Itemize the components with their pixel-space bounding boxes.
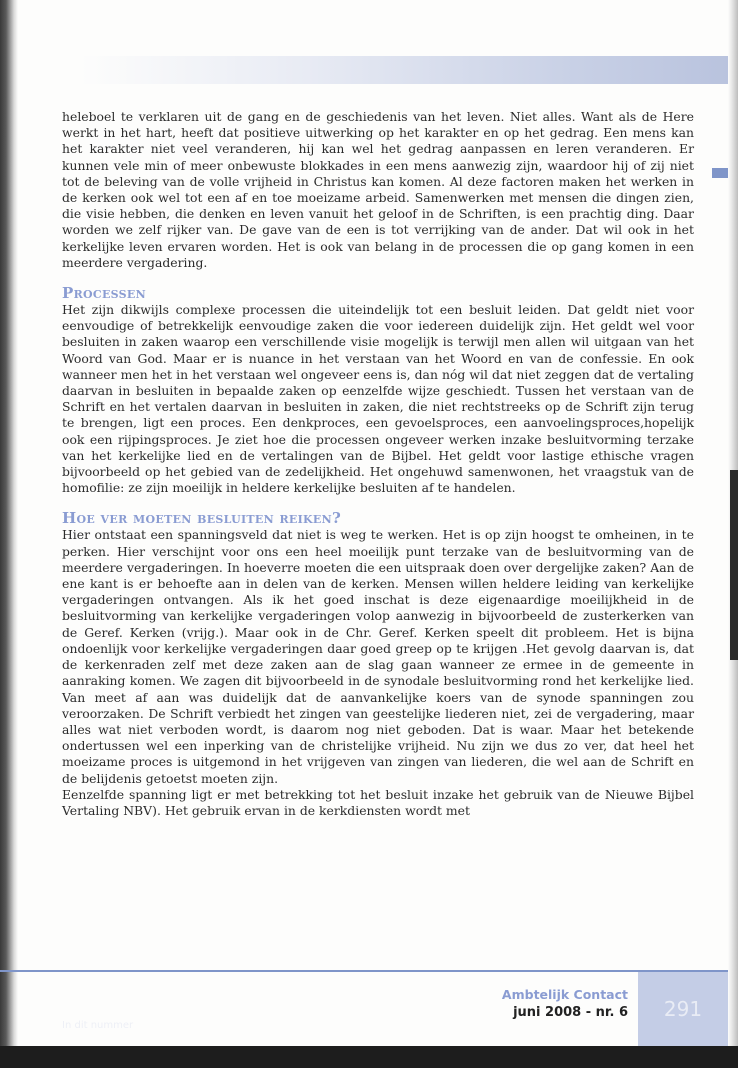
page-number: 291 [663, 997, 703, 1021]
header-gradient-band [80, 56, 728, 84]
page-right-edge [728, 0, 738, 1068]
footer-faint-text: In dit nummer [62, 1020, 134, 1031]
scan-bottom-edge [0, 1046, 738, 1068]
page-spine-edge [0, 0, 18, 1068]
article-body [62, 109, 694, 819]
intro-paragraph: heleboel te verklaren uit de gang en de geschiedenis van het leven. Niet alles. Want als de Here werkt in het hart, heeft dat positieve uitwerking op het karakter en op het gedrag. Een mens kan het karakter niet veel veranderen, hij kan wel het gedrag aanpassen en leren veranderen. Er kunnen vele min of meer onbewuste blokkades in een mens aanwezig zijn, waardoor hij of zij niet tot de beleving van de volle vrijheid in Christus kan komen. Al deze factoren maken het werken in de kerken ook wel tot een af en toe moeizame arbeid. Samenwerken met mensen die dingen zien, die visie hebben, die denken en leven vanuit het geloof in de Schriften, is een prachtig ding. Daar worden we zelf rijker van. De gave van de een is tot verrijking van de ander. Dat wil ook in het kerkelijke leven ervaren worden. Het is ook van belang in de processen die op gang komen in een meerdere vergadering. [62, 109, 694, 270]
edge-mark [730, 470, 738, 660]
section-heading-processen: Processen [62, 284, 146, 303]
processen-paragraph: Het zijn dikwijls complexe processen die uiteindelijk tot een besluit leiden. Dat geldt niet voor eenvoudige of betrekkelijk eenvoudige zaken die voor iedereen duidelijk zijn. Het geldt wel voor besluiten in zaken waarop een verschillende visie mogelijk is terwijl men allen wil uitgaan van het Woord van God. Maar er is nuance in het verstaan van het Woord en van de confessie. En ook wanneer men het in het verstaan wel ongeveer eens is, dan nóg wil dat niet zeggen dat de vertaling daarvan in besluiten in bepaalde zaken op eenzelfde wijze geschiedt. Tussen het verstaan van de Schrift en het vertalen daarvan in besluiten in zaken, die niet rechtstreeks op de Schrift zijn terug te brengen, ligt een proces. Een denkproces, een gevoelsproces, een aanvoelingsproces,hopelijk ook een rijpingsproces. Je ziet hoe die processen ongeveer werken inzake besluitvorming terzake van het kerkelijke lied en de vertalingen van de Bijbel. Het geldt voor lastige ethische vragen bijvoorbeeld op het gebied van de zedelijkheid. Het ongehuwd samenwonen, het vraagstuk van de homofilie: ze zijn moeilijk in heldere kerkelijke besluiten af te handelen. [62, 302, 694, 496]
issue-info: juni 2008 - nr. 6 [513, 1005, 628, 1020]
footer-rule [0, 970, 728, 972]
section-heading-besluiten: Hoe ver moeten besluiten reiken? [62, 509, 342, 528]
footer-masthead [502, 986, 628, 1022]
magazine-name: Ambtelijk Contact [501, 987, 628, 1002]
besluiten-paragraph-2: Eenzelfde spanning ligt er met betrekking tot het besluit inzake het gebruik van de Nieuwe Bijbel Vertaling NBV). Het gebruik ervan in de kerkdiensten wordt met [62, 786, 694, 818]
side-tab-marker [712, 168, 728, 178]
besluiten-paragraph-1: Hier ontstaat een spanningsveld dat niet is weg te werken. Het is op zijn hoogst te omheinen, in te perken. Hier verschijnt voor ons een heel moeilijk punt terzake van de besluitvorming van de meerdere vergaderingen. In hoeverre moeten die een uitspraak doen over dergelijke zaken? Aan de ene kant is er behoefte aan in delen van de kerken. Mensen willen heldere leiding van kerkelijke vergaderingen ontvangen. Als ik het goed inschat is deze eigenaardige moeilijkheid in de besluitvorming van kerkelijke vergaderingen volop aanwezig in bijvoorbeeld de zusterkerken van de Geref. Kerken (vrijg.). Maar ook in de Chr. Geref. Kerken speelt dit probleem. Het is bijna ondoenlijk voor kerkelijke vergaderingen daar goed greep op te krijgen .Het gevolg daarvan is, dat de kerkenraden zelf met deze zaken aan de slag gaan wanneer ze ermee in de gemeente in aanraking komen. We zagen dit bijvoorbeeld in de synodale besluitvorming rond het kerkelijke lied. Van meet af aan was duidelijk dat de aanvankelijke koers van de synode spanningen zou veroorzaken. De Schrift verbiedt het zingen van geestelijke liederen niet, zei de vergadering, maar alles wat niet verboden wordt, is daarom nog niet geboden. Dat is waar. Maar het betekende ondertussen wel een inperking van de christelijke vrijheid. Nu zijn we dus zo ver, dat heel het moeizame proces is uitgemond in het vrijgeven van zingen van liederen, die wel aan de Schrift en de belijdenis getoetst moeten zijn. [62, 527, 694, 786]
page-number-box [638, 972, 728, 1046]
